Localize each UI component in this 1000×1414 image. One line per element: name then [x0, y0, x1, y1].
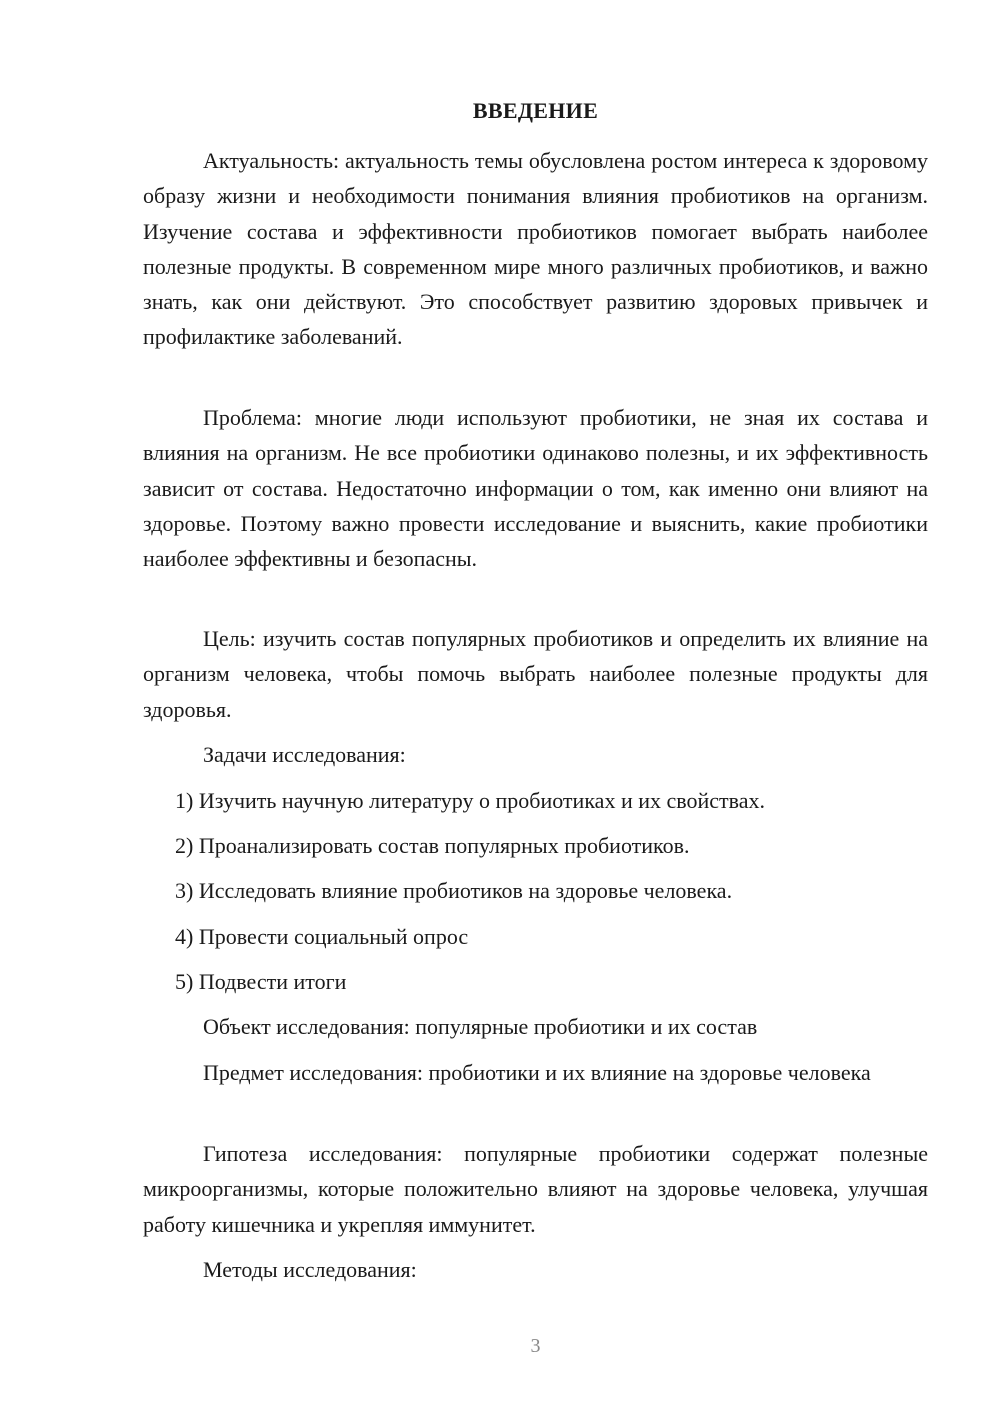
methods-heading: Методы исследования:: [203, 1257, 417, 1282]
paragraph-object: Объект исследования: популярные пробиотики и их состав: [203, 1014, 758, 1039]
paragraph-goal: Цель: изучить состав популярных пробиотиков и определить их влияние на организм человека, чтобы помочь выбрать наиболее полезные продукты для здоровья.: [143, 626, 928, 722]
paragraph-hypothesis: Гипотеза исследования: популярные пробиотики содержат полезные микроорганизмы, которые положительно влияют на здоровье человека, улучшая работу кишечника и укрепляя иммунитет.: [143, 1141, 928, 1237]
task-item-1: 1) Изучить научную литературу о пробиотиках и их свойствах.: [175, 788, 766, 813]
tasks-heading: Задачи исследования:: [203, 742, 406, 767]
paragraph-subject: Предмет исследования: пробиотики и их влияние на здоровье человека: [203, 1060, 871, 1085]
section-title: ВВЕДЕНИЕ: [472, 98, 599, 123]
document-page: [143, 0, 928, 1414]
task-item-3: 3) Исследовать влияние пробиотиков на здоровье человека.: [175, 878, 733, 903]
paragraph-relevance: Актуальность: актуальность темы обусловлена ростом интереса к здоровому образу жизни и необходимости понимания влияния пробиотиков на организм. Изучение состава и эффективности пробиотиков помогает выбрать наиболее полезные продукты. В современном мире много различных пробиотиков, и важно знать, как они действуют. Это способствует развитию здоровых привычек и профилактике заболеваний.: [143, 148, 928, 350]
paragraph-problem: Проблема: многие люди используют пробиотики, не зная их состава и влияния на организм. Не все пробиотики одинаково полезны, и их эффективность зависит от состава. Недостаточно информации о том, как именно они влияют на здоровье. Поэтому важно провести исследование и выяснить, какие пробиотики наиболее эффективны и безопасны.: [143, 405, 928, 572]
page-number: 3: [530, 1335, 541, 1357]
task-item-4: 4) Провести социальный опрос: [175, 924, 469, 949]
task-item-5: 5) Подвести итоги: [175, 969, 347, 994]
task-item-2: 2) Проанализировать состав популярных пробиотиков.: [175, 833, 690, 858]
